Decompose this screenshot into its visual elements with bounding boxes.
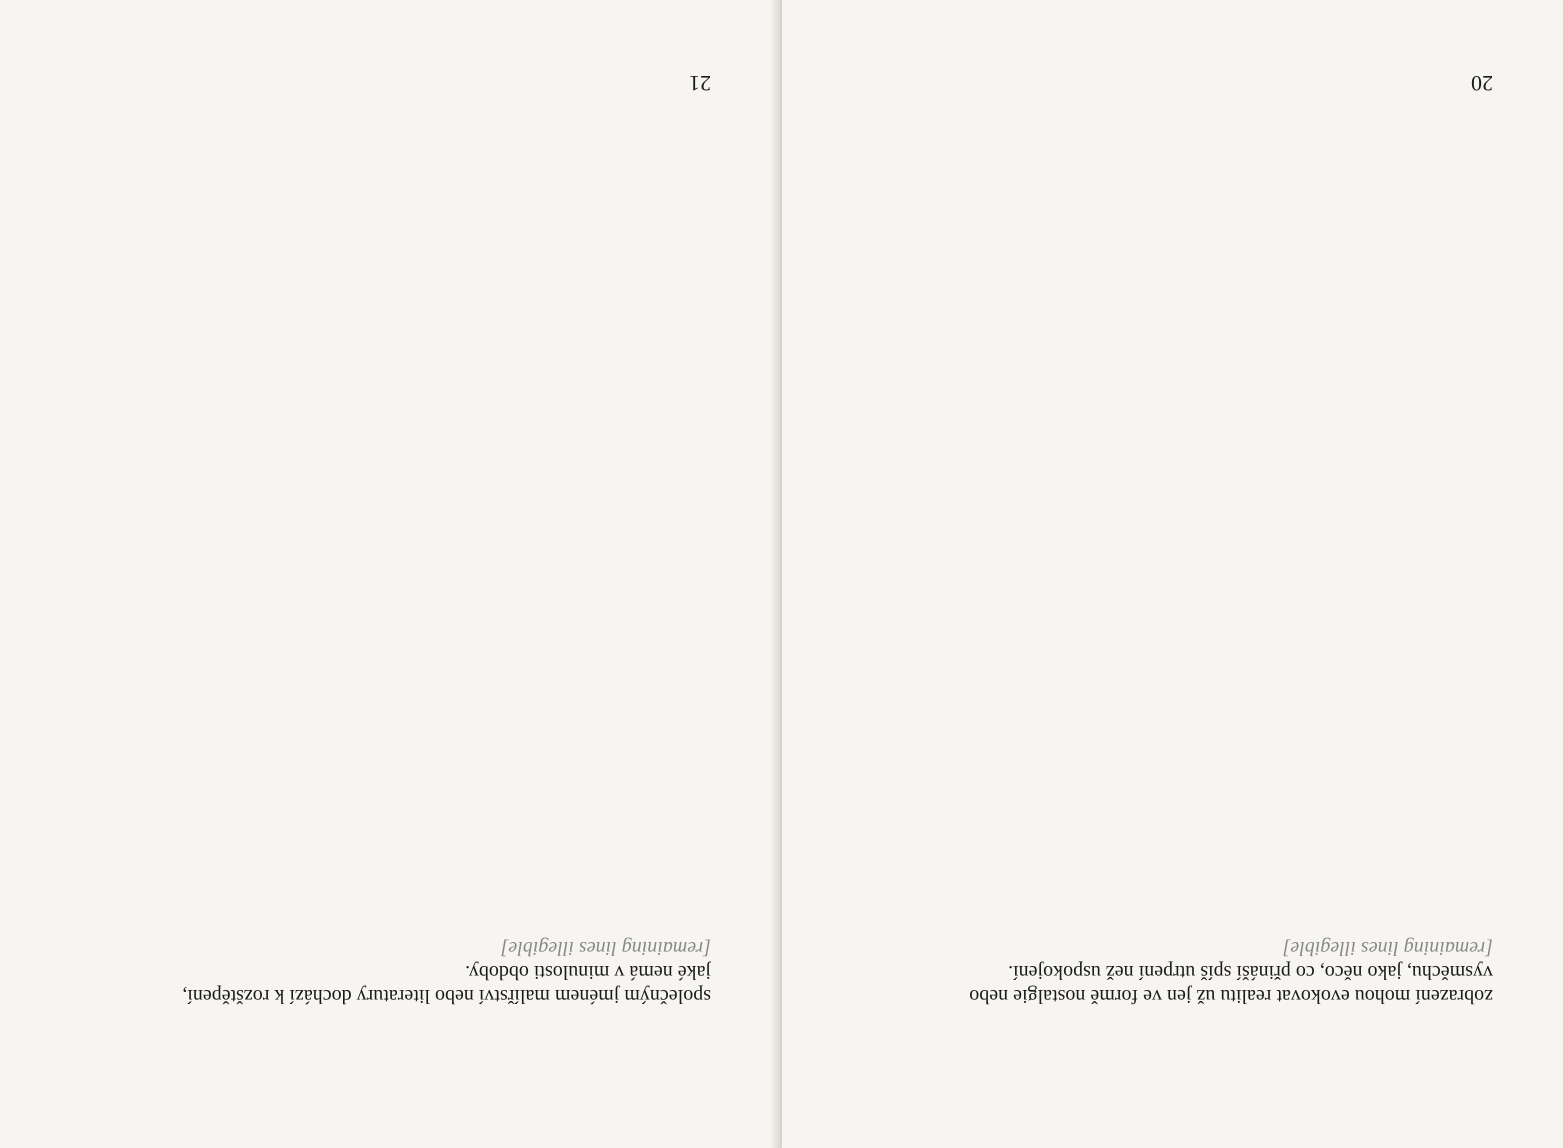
illegible-note: [remaining lines illegible] <box>1282 937 1493 959</box>
text-line: jaké nemá v minulosti obdoby. <box>465 961 711 983</box>
right-page <box>782 0 1563 1148</box>
page-number: 21 <box>689 71 711 96</box>
right-page-text <box>893 936 1493 1008</box>
left-page-rotated-content <box>0 0 781 1148</box>
text-line: vysměchu, jako něco, co přináší spíš utrpení než uspokojení. <box>1008 961 1493 983</box>
text-line: zobrazení mohou evokovat realitu už jen ve formě nostalgie nebo <box>969 985 1493 1007</box>
left-page <box>0 0 781 1148</box>
page-number: 20 <box>1471 71 1493 96</box>
left-page-text <box>111 936 711 1008</box>
text-line: společným jménem malířství nebo literatury dochází k rozštěpení, <box>182 985 711 1007</box>
illegible-note: [remaining lines illegible] <box>500 937 711 959</box>
right-page-rotated-content <box>782 0 1563 1148</box>
